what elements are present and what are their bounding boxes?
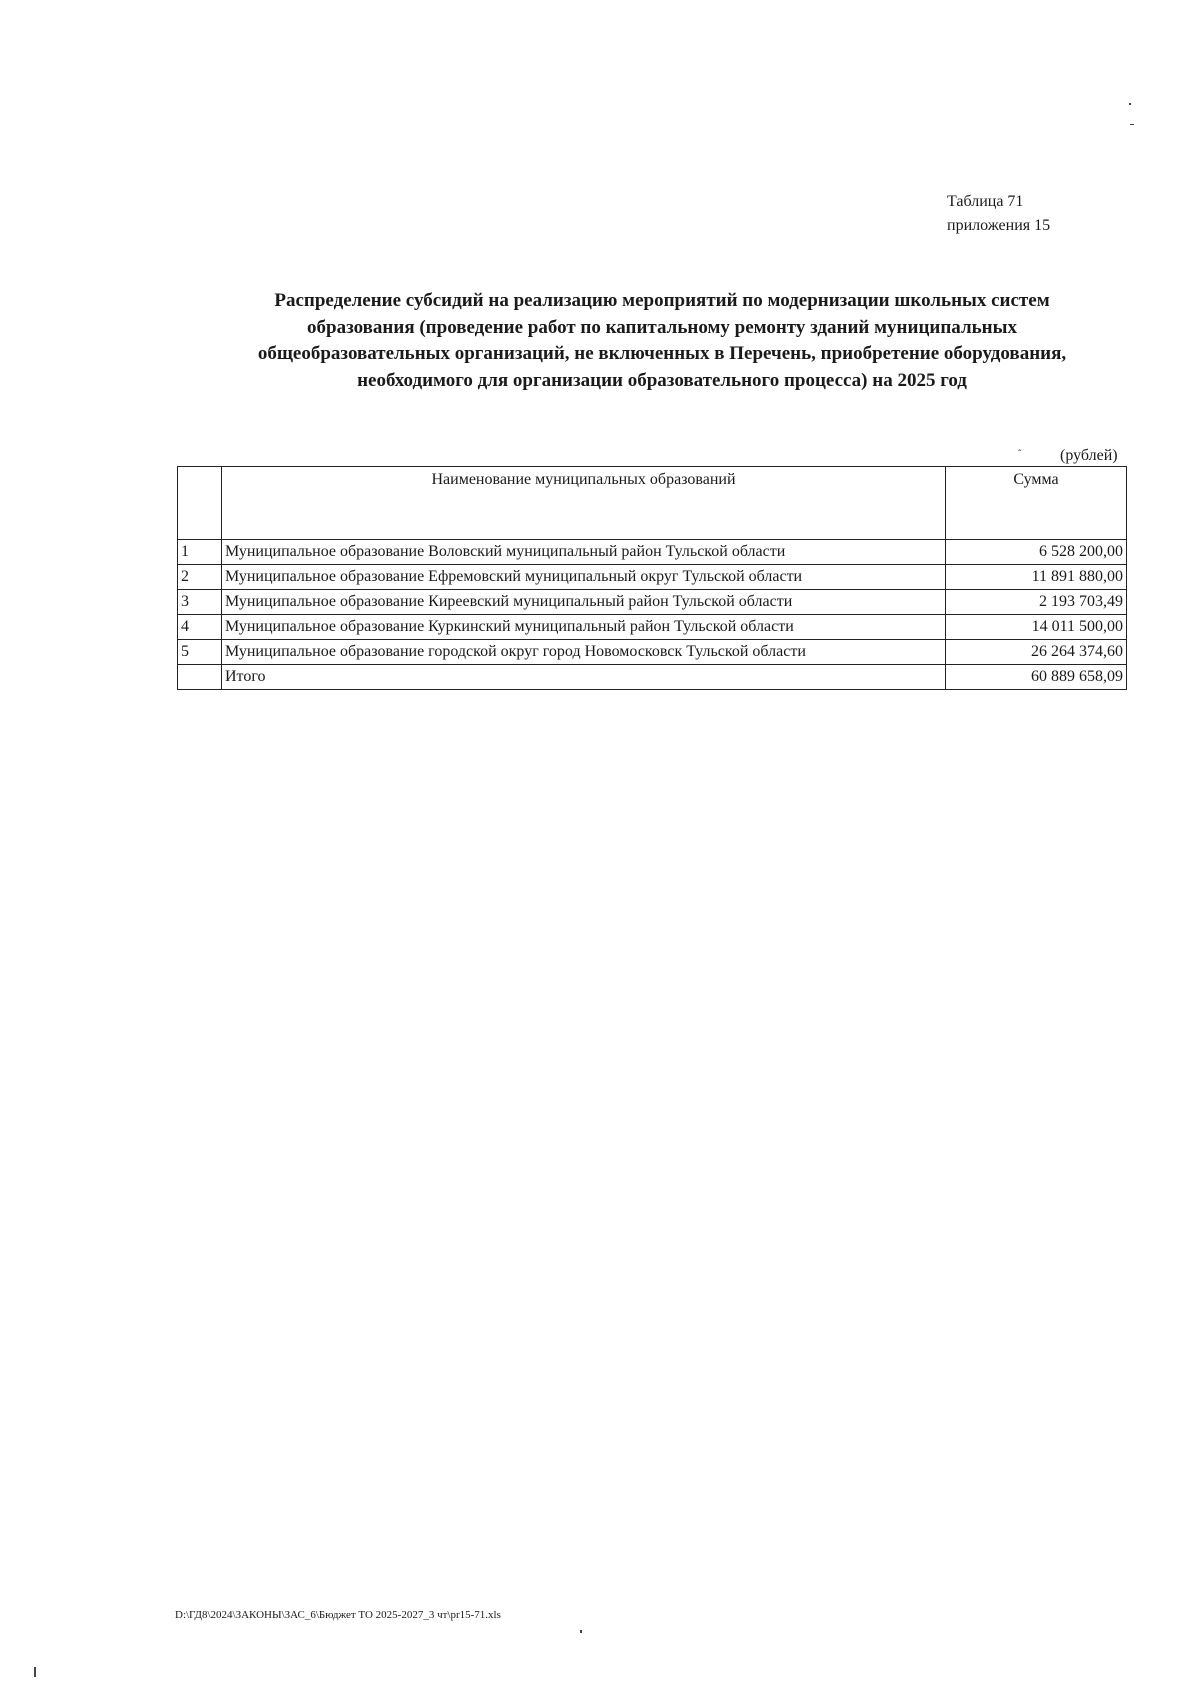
- title-line-1: Распределение субсидий на реализацию мероприятий по модернизации школьных систем: [274, 290, 1050, 311]
- scan-mark: ˆ: [1018, 449, 1022, 460]
- row-name: Муниципальное образование Ефремовский муниципальный округ Тульской области: [222, 565, 946, 590]
- header-name-cell: Наименование муниципальных образований: [222, 467, 946, 540]
- header-sum-cell: Сумма: [946, 467, 1127, 540]
- table-row: [178, 640, 1127, 665]
- table-row: [178, 565, 1127, 590]
- document-title: [190, 288, 1134, 394]
- subsidy-table: [177, 466, 1127, 690]
- table-header-row: [178, 467, 1127, 540]
- table-row: [178, 590, 1127, 615]
- row-name: Муниципальное образование Воловский муниципальный район Тульской области: [222, 540, 946, 565]
- row-sum: 2 193 703,49: [946, 590, 1127, 615]
- row-name: Муниципальное образование Киреевский муниципальный район Тульской области: [222, 590, 946, 615]
- table-number: Таблица 71: [947, 193, 1024, 210]
- total-num-cell: [178, 665, 222, 690]
- row-number: 5: [178, 640, 222, 665]
- row-name: Муниципальное образование Куркинский муниципальный район Тульской области: [222, 615, 946, 640]
- header-num-cell: [178, 467, 222, 540]
- table-row: [178, 615, 1127, 640]
- row-sum: 14 011 500,00: [946, 615, 1127, 640]
- scan-speck: [580, 1630, 582, 1633]
- total-label: Итого: [222, 665, 946, 690]
- row-sum: 11 891 880,00: [946, 565, 1127, 590]
- row-number: 3: [178, 590, 222, 615]
- row-number: 1: [178, 540, 222, 565]
- row-number: 2: [178, 565, 222, 590]
- total-sum: 60 889 658,09: [946, 665, 1127, 690]
- table-reference: [947, 190, 1050, 238]
- table-row: [178, 540, 1127, 565]
- row-number: 4: [178, 615, 222, 640]
- scan-speck: [34, 1667, 36, 1677]
- title-line-2: образования (проведение работ по капитальному ремонту зданий муниципальных: [307, 316, 1017, 338]
- appendix-number: приложения 15: [947, 217, 1051, 234]
- title-line-4: необходимого для организации образовательного процесса) на 2025 год: [357, 369, 967, 391]
- total-row: [178, 665, 1127, 690]
- row-sum: 6 528 200,00: [946, 540, 1127, 565]
- row-sum: 26 264 374,60: [946, 640, 1127, 665]
- scan-speck: [1129, 103, 1131, 105]
- row-name: Муниципальное образование городской округ город Новомосковск Тульской области: [222, 640, 946, 665]
- units-label: (рублей): [1060, 447, 1118, 464]
- file-path-footer: D:\ГД8\2024\ЗАКОНЫ\ЗАС_6\Бюджет ТО 2025-2027_3 чт\pr15-71.xls: [175, 1609, 501, 1621]
- scan-speck: [1130, 124, 1134, 125]
- title-line-3: общеобразовательных организаций, не включенных в Перечень, приобретение оборудования,: [257, 343, 1067, 364]
